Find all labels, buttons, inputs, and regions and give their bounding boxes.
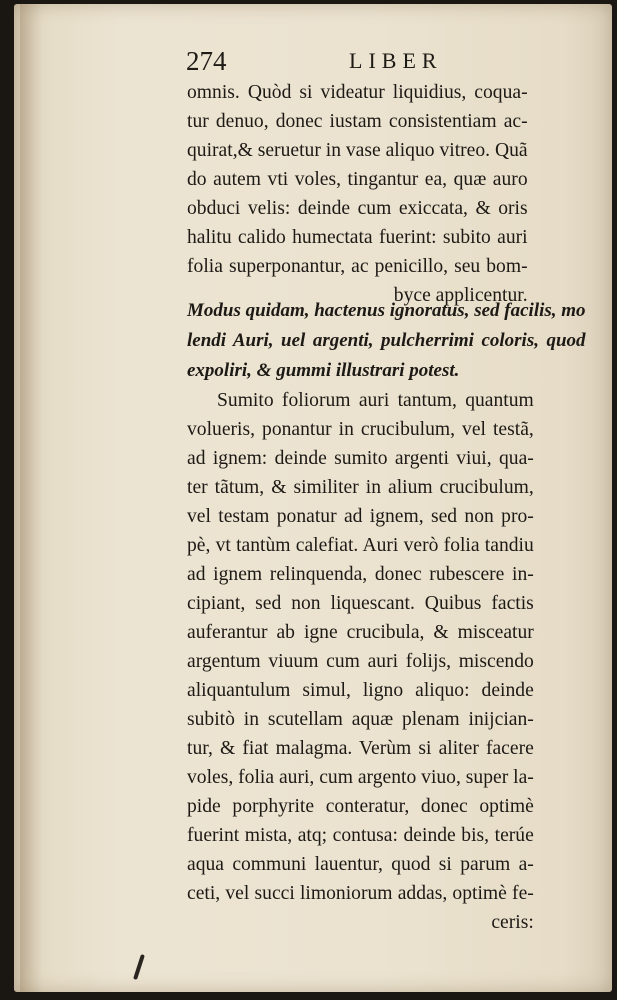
ink-mark — [133, 954, 145, 980]
text-line: do autem vti voles, tingantur ea, quæ auro — [187, 169, 528, 190]
text-line: tur denuo, donec iustam consistentiam ac- — [187, 111, 528, 132]
text-line: tur, & fiat malagma. Verùm si aliter facere — [187, 738, 534, 759]
text-line: subitò in scutellam aquæ plenam inijcian- — [187, 709, 534, 730]
text-line: argentum viuum cum auri folijs, miscendo — [187, 651, 534, 672]
heading-line: expoliri, & gummi illustrari potest. — [187, 360, 460, 381]
text-line: folia superponantur, ac penicillo, seu bom- — [187, 256, 528, 277]
text-line: cipiant, sed non liquescant. Quibus factis — [187, 593, 534, 614]
section-heading — [187, 296, 586, 386]
text-line: ceris: — [491, 912, 534, 933]
text-line: ceti, vel succi limoniorum addas, optimè fe- — [187, 883, 534, 904]
text-line: pè, vt tantùm calefiat. Auri verò folia tandiu — [187, 535, 534, 556]
text-line: Sumito foliorum auri tantum, quantum — [217, 390, 534, 411]
text-line: obduci velis: deinde cum exiccata, & oris — [187, 198, 528, 219]
text-line: omnis. Quòd si videatur liquidius, coqua- — [187, 82, 528, 103]
text-line: fuerint mista, atq; contusa: deinde bis, terúe — [187, 825, 534, 846]
heading-line: lendi Auri, uel argenti, pulcherrimi coloris, quod — [187, 330, 586, 351]
paragraph-1 — [187, 78, 528, 310]
text-line: quirat,& seruetur in vase aliquo vitreo. Quã — [187, 140, 528, 161]
text-line: voles, folia auri, cum argento viuo, super la- — [187, 767, 534, 788]
page-binding-shadow — [20, 4, 42, 992]
text-line: auferantur ab igne crucibula, & misceatur — [187, 622, 534, 643]
text-line: aliquantulum simul, ligno aliquo: deinde — [187, 680, 534, 701]
text-line: ter tãtum, & similiter in alium crucibulum, — [187, 477, 534, 498]
page-header — [186, 46, 486, 80]
paragraph-2 — [187, 386, 534, 937]
text-line: halitu calido humectata fuerint: subito auri — [187, 227, 528, 248]
text-line: ad ignem: deinde sumito argenti viui, qua- — [187, 448, 534, 469]
page-number: 274 — [186, 46, 227, 76]
running-head: LIBER — [349, 48, 443, 73]
text-line: volueris, ponantur in crucibulum, vel testã, — [187, 419, 534, 440]
text-line: aqua communi lauentur, quod si parum a- — [187, 854, 534, 875]
text-line: ad ignem relinquenda, donec rubescere in- — [187, 564, 534, 585]
book-page — [14, 4, 612, 992]
text-line: vel testam ponatur ad ignem, sed non pro- — [187, 506, 534, 527]
text-line: byce applicentur. — [393, 285, 528, 306]
text-line: pide porphyrite conteratur, donec optimè — [187, 796, 534, 817]
heading-line: Modus quidam, hactenus ignoratus, sed facilis, mo — [187, 300, 586, 321]
